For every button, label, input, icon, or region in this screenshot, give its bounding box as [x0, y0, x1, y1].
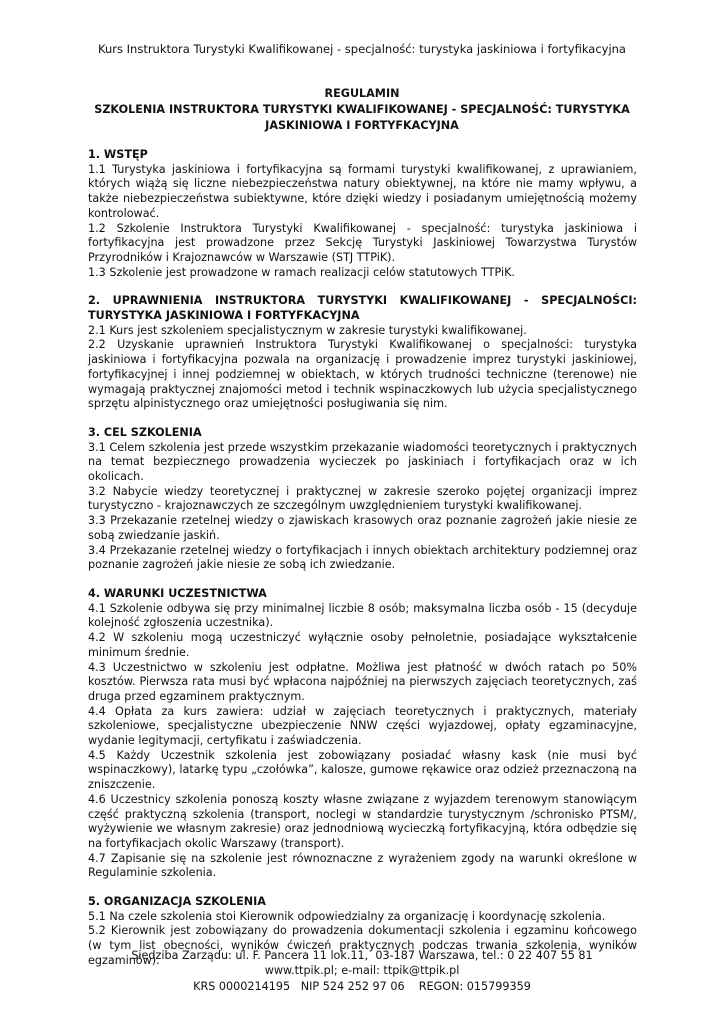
section-heading: 2. UPRAWNIENIA INSTRUKTORA TURYSTYKI KWALIFIKOWANEJ - SPECJALNOŚCI: TURYSTYKA JASKINIOWA I FORTYFKACYJNA: [88, 294, 637, 323]
paragraph: 4.3 Uczestnictwo w szkoleniu jest odpłatne. Możliwa jest płatność w dwóch ratach po 50% kosztów. Pierwsza rata musi być wpłacona najpóźniej na pierwszych zajęciach teoretycznych, zaś druga przed egzaminem praktycznym.: [88, 660, 637, 703]
document-title: [80, 86, 644, 134]
paragraph: 5.2 Kierownik jest zobowiązany do prowadzenia dokumentacji szkolenia i egzaminu końcowego (w tym list obecności, wyników ćwiczeń praktycznych podczas trwania szkolenia, wyników egzaminów).: [88, 924, 637, 967]
paragraph: 4.5 Każdy Uczestnik szkolenia jest zobowiązany posiadać własny kask (nie musi być wspinaczkowy), latarkę typu „czołówka”, kalosze, gumowe rękawice oraz odzież przeznaczoną na zniszczenie.: [88, 748, 637, 792]
paragraph: 4.2 W szkoleniu mogą uczestniczyć wyłącznie osoby pełnoletnie, posiadające wykształcenie minimum średnie.: [88, 631, 637, 659]
paragraph: 4.7 Zapisanie się na szkolenie jest równoznaczne z wyrażeniem zgody na warunki określone w Regulaminie szkolenia.: [88, 851, 637, 880]
title-line-regulamin: REGULAMIN: [324, 87, 400, 100]
section-participation-conditions: [88, 587, 637, 881]
paragraph: 1.3 Szkolenie jest prowadzone w ramach realizacji celów statutowych TTPiK.: [88, 265, 515, 279]
paragraph: 3.4 Przekazanie rzetelnej wiedzy o fortyfikacjach i innych obiektach architektury podziemnej oraz poznanie zagrożeń jakie niesie ze sobą ich zwiedzanie.: [88, 543, 637, 572]
section-heading: 5. ORGANIZACJA SZKOLENIA: [88, 895, 266, 909]
paragraph: 3.2 Nabycie wiedzy teoretycznej i praktycznej w zakresie szeroko pojętej organizacji imprez turystyczno - krajoznawczych ze szczególnym uwzględnieniem turystyki kwalifikowanej.: [88, 484, 637, 513]
running-header: Kurs Instruktora Turystyki Kwalifikowanej - specjalność: turystyka jaskiniowa i fortyfikacyjna: [98, 42, 626, 56]
section-instructor-rights: [88, 294, 637, 412]
paragraph: 4.1 Szkolenie odbywa się przy minimalnej liczbie 8 osób; maksymalna liczba osób - 15 (decyduje kolejność zgłoszenia uczestnika).: [88, 601, 637, 630]
paragraph: 4.4 Opłata za kurs zawiera: udział w zajęciach teoretycznych i praktycznych, materiały szkoleniowe, specjalistyczne ubezpieczenie NNW części wyjazdowej, opłaty egzaminacyjne, wydanie legitymacji, certyfikatu i zaświadczenia.: [88, 704, 637, 748]
section-heading: 3. CEL SZKOLENIA: [88, 425, 202, 439]
section-heading: 4. WARUNKI UCZESTNICTWA: [88, 586, 267, 600]
page-footer: [0, 948, 724, 994]
paragraph: 2.2 Uzyskanie uprawnień Instruktora Turystyki Kwalifikowanej o specjalności: turystyka jaskiniowa i fortyfikacyjna pozwala na organizację i prowadzenie imprez turystyki jaskiniowej, fortyfikacyjnej i innej podziemnej w obiektach, w których trudności techniczne (terenowe) nie wymagają praktycznej znajomości metod i technik wspinaczkowych lub użycia specjalistycznego sprzętu alpinistycznego oraz umiejętności posługiwania się nim.: [88, 338, 637, 411]
title-line-subject: SZKOLENIA INSTRUKTORA TURYSTYKI KWALIFIKOWANEJ - SPECJALNOŚĆ: TURYSTYKA JASKINIOWA I FORTYFKACYJNA: [94, 103, 630, 132]
paragraph: 4.6 Uczestnicy szkolenia ponoszą koszty własne związane z wyjazdem terenowym stanowiącym część praktyczną szkolenia (transport, noclegi w standardzie turystycznym /schronisko PTSM/, wyżywienie we własnym zakresie) oraz jednodniową wycieczką fortyfikacyjną, która odbędzie się na fortyfikacjach okolic Warszawy (transport).: [88, 792, 637, 850]
document-body: [88, 148, 637, 983]
footer-registry-numbers: KRS 0000214195 NIP 524 252 97 06 REGON: 015799359: [193, 979, 531, 993]
section-training-goal: [88, 426, 637, 573]
paragraph: 1.2 Szkolenie Instruktora Turystyki Kwalifikowanej - specjalność: turystyka jaskiniowa i fortyfikacyjna jest prowadzone przez Sekcję Turystyki Jaskiniowej Towarzystwa Turystów Przyrodników i Krajoznawców w Warszawie (STJ TTPiK).: [88, 221, 637, 264]
section-introduction: [88, 148, 637, 280]
paragraph: 1.1 Turystyka jaskiniowa i fortyfikacyjna są formami turystyki kwalifikowanej, z uprawianiem, których wiążą się liczne niebezpieczeństwa natury obiektywnej, na które nie mamy wpływu, a także niebezpieczeństwa subiektywne, które dzięki wiedzy i posiadanym umiejętnością możemy kontrolować.: [88, 162, 637, 220]
section-heading: 1. WSTĘP: [88, 148, 148, 161]
paragraph: 3.3 Przekazanie rzetelnej wiedzy o zjawiskach krasowych oraz poznanie zagrożeń jakie niesie ze sobą zwiedzanie jaskiń.: [88, 514, 637, 542]
paragraph: 2.1 Kurs jest szkoleniem specjalistycznym w zakresie turystyki kwalifikowanej.: [88, 323, 527, 337]
footer-address: Siedziba Zarządu: ul. F. Pancera 11 lok.11, 03-187 Warszawa, tel.: 0 22 407 55 81: [131, 949, 593, 962]
paragraph: 5.1 Na czele szkolenia stoi Kierownik odpowiedzialny za organizację i koordynację szkolenia.: [88, 909, 606, 923]
paragraph: 3.1 Celem szkolenia jest przede wszystkim przekazanie wiadomości teoretycznych i praktycznych na temat bezpiecznego prowadzenia wycieczek po jaskiniach i fortyfikacjach oraz w ich okolicach.: [88, 440, 637, 484]
footer-contact: www.ttpik.pl; e-mail: ttpik@ttpik.pl: [264, 964, 460, 978]
